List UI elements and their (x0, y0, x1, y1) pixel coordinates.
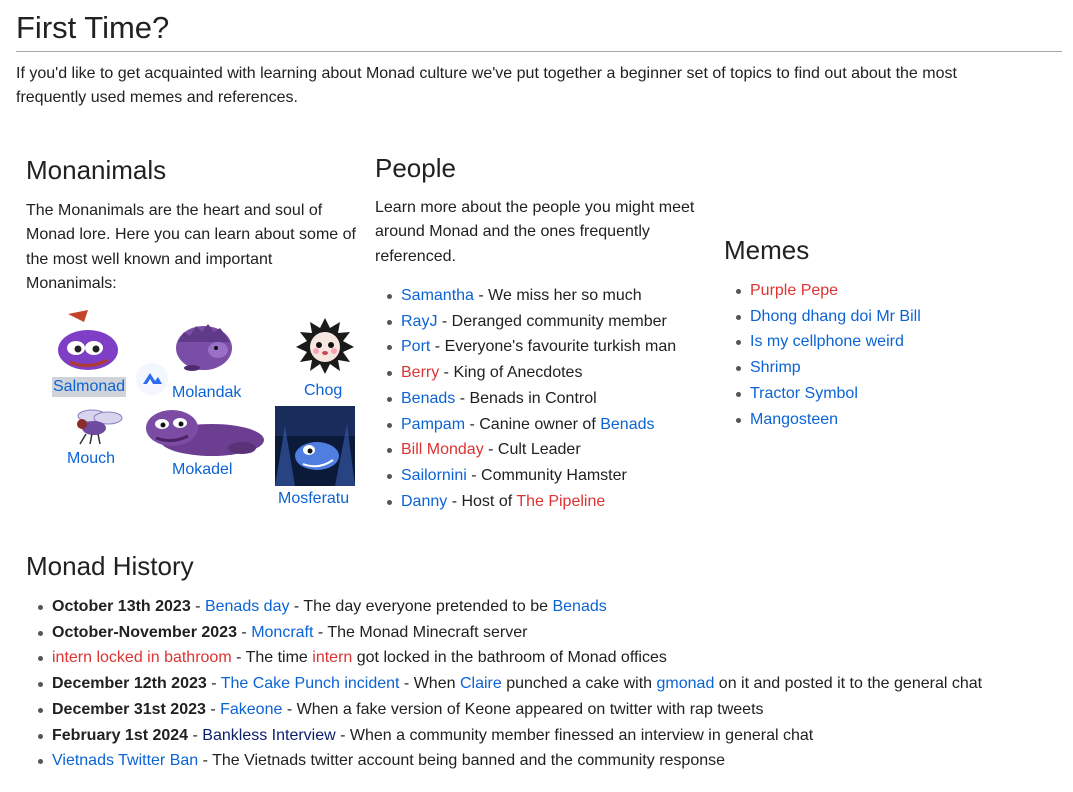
claire-link[interactable]: Claire (459, 675, 502, 693)
chog-link[interactable]: Chog (304, 382, 343, 399)
list-item (724, 355, 921, 381)
history-link[interactable]: Vietnads Twitter Ban (52, 752, 199, 770)
list-item (724, 304, 921, 330)
page-title: First Time? (16, 8, 1062, 52)
history-link[interactable]: Benads day (204, 598, 290, 615)
list-item: October-November 2023 - Moncraft - The Monad Minecraft server (26, 620, 982, 646)
list-item: Pampam - Canine owner of Benads (375, 412, 676, 438)
person-link[interactable]: Danny (401, 492, 448, 510)
mouch-link[interactable]: Mouch (67, 450, 116, 467)
list-item: December 12th 2023 - The Cake Punch incident - When Claire punched a cake with gmonad on it and posted it to the general chat (26, 671, 982, 697)
list-item: intern locked in bathroom - The time intern got locked in the bathroom of Monad offices (26, 645, 982, 671)
list-item: Danny - Host of The Pipeline (375, 489, 676, 515)
list-item: Bill Monday - Cult Leader (375, 437, 676, 463)
list-item (724, 407, 921, 433)
list-item: Benads - Benads in Control (375, 386, 676, 412)
mouch-image (70, 408, 124, 446)
memes-list (724, 278, 921, 432)
people-list (375, 283, 676, 514)
the-pipeline-link[interactable]: The Pipeline (516, 492, 606, 510)
mosferatu-image (275, 406, 355, 486)
intro-paragraph: If you'd like to get acquainted with learning about Monad culture we've put together a beginner set of topics to find out about the most frequently used memes and references. (16, 65, 957, 106)
person-link[interactable]: Bill Monday (401, 441, 484, 459)
animal-mouch[interactable] (64, 408, 126, 470)
list-item: Vietnads Twitter Ban - The Vietnads twitter account being banned and the community response (26, 748, 982, 774)
history-link[interactable]: Bankless Interview (202, 726, 336, 744)
list-item: October 13th 2023 - Benads day - The day everyone pretended to be Benads (26, 594, 982, 620)
person-link[interactable]: Berry (401, 364, 440, 382)
animal-salmonad[interactable] (50, 308, 130, 400)
meme-link[interactable]: Purple Pepe (750, 282, 839, 299)
animal-chog[interactable] (294, 316, 356, 402)
history-link[interactable]: Moncraft (251, 623, 314, 641)
list-item: Sailornini - Community Hamster (375, 463, 676, 489)
list-item (724, 329, 921, 355)
person-link[interactable]: Samantha (401, 287, 474, 304)
gmonad-link[interactable]: gmonad (656, 675, 715, 693)
list-item: Berry - King of Anecdotes (375, 360, 676, 386)
monanimals-description: The Monanimals are the heart and soul of Monad lore. Here you can learn about some of the most well known and important Monanimals: (26, 202, 356, 292)
molandak-image (174, 318, 234, 374)
people-description: Learn more about the people you might meet around Monad and the ones frequently referenced. (375, 199, 695, 265)
chog-image (294, 316, 356, 374)
person-link[interactable]: Sailornini (401, 466, 467, 484)
animal-mokadel[interactable] (142, 404, 266, 480)
person-link[interactable]: Port (401, 338, 431, 356)
intern-link[interactable]: intern (312, 649, 353, 667)
list-item: February 1st 2024 - Bankless Interview - When a community member finessed an interview in general chat (26, 723, 982, 749)
history-link[interactable]: The Cake Punch incident (220, 675, 400, 693)
molandak-link[interactable]: Molandak (172, 384, 242, 401)
monad-logo-icon (135, 362, 169, 396)
salmonad-image (54, 308, 118, 374)
history-list (26, 594, 982, 774)
person-link[interactable]: Pampam (401, 415, 466, 433)
list-item: Samantha - We miss her so much (375, 283, 676, 309)
mosferatu-link[interactable]: Mosferatu (278, 490, 350, 507)
animal-molandak[interactable] (170, 318, 250, 404)
list-item (724, 381, 921, 407)
memes-heading: Memes (724, 235, 810, 265)
meme-link[interactable]: Is my cellphone weird (750, 333, 904, 351)
list-item: December 31st 2023 - Fakeone - When a fake version of Keone appeared on twitter with rap tweets (26, 697, 982, 723)
monanimals-heading: Monanimals (26, 155, 167, 185)
meme-link[interactable]: Tractor Symbol (750, 384, 858, 402)
meme-link[interactable]: Mangosteen (750, 410, 839, 428)
benads-link[interactable]: Benads (600, 415, 655, 433)
list-item: Port - Everyone's favourite turkish man (375, 334, 676, 360)
history-link[interactable]: Fakeone (220, 700, 283, 718)
list-item: RayJ - Deranged community member (375, 309, 676, 335)
people-heading: People (375, 153, 456, 183)
person-link[interactable]: Benads (401, 389, 456, 407)
benads-link[interactable]: Benads (552, 598, 607, 615)
animal-mosferatu[interactable] (274, 406, 356, 510)
meme-link[interactable]: Dhong dhang doi Mr Bill (750, 307, 921, 325)
history-heading: Monad History (26, 551, 194, 581)
meme-link[interactable]: Shrimp (750, 359, 801, 377)
mokadel-image (142, 404, 266, 460)
mokadel-link[interactable]: Mokadel (172, 461, 233, 478)
person-link[interactable]: RayJ (401, 312, 438, 330)
list-item (724, 278, 921, 304)
history-link[interactable]: intern locked in bathroom (52, 649, 232, 667)
salmonad-link[interactable]: Salmonad (53, 378, 126, 395)
